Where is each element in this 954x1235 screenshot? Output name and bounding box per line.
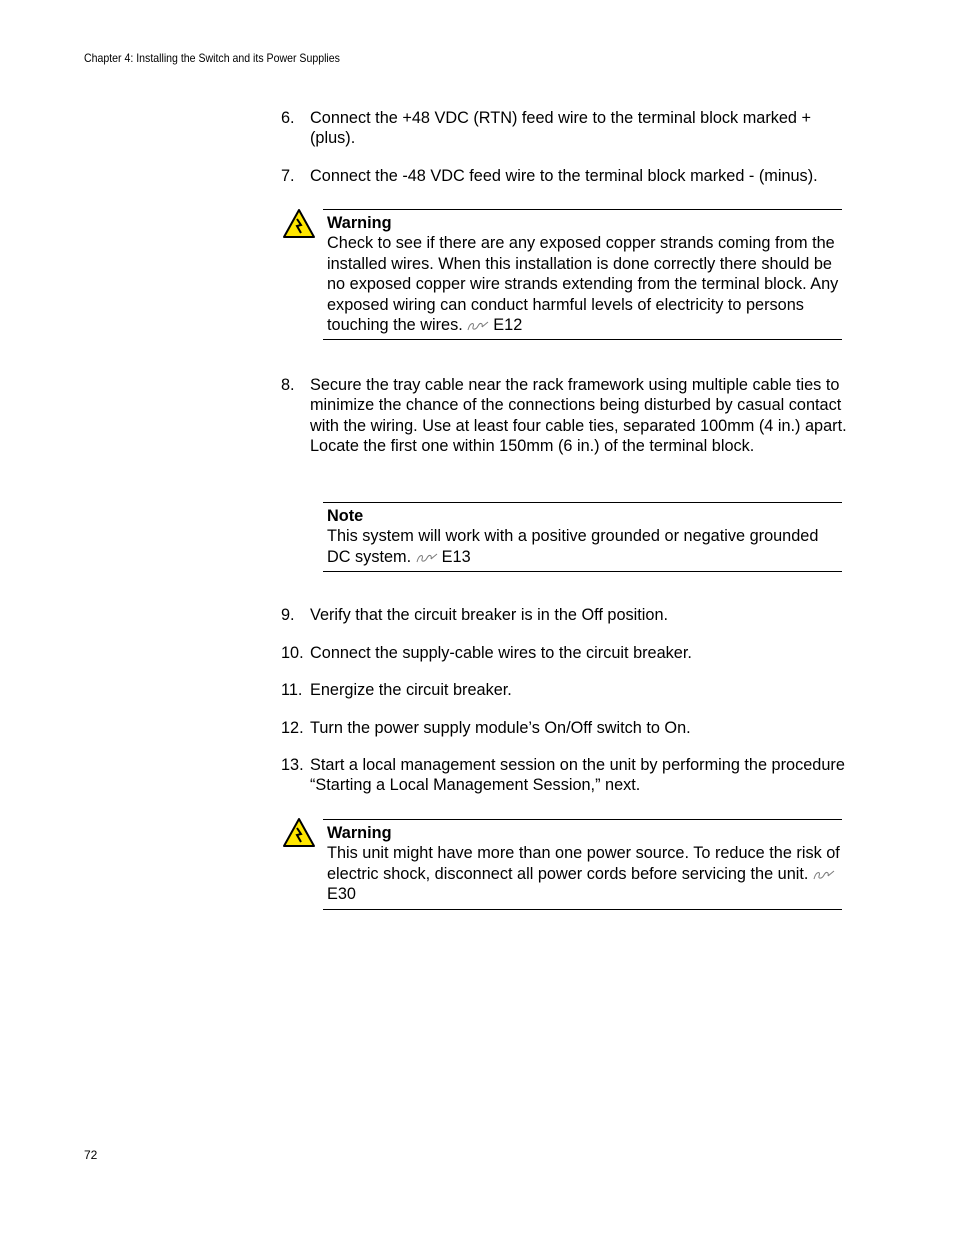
callout-title: Note <box>327 507 364 525</box>
warning-callout-e30 <box>323 819 842 910</box>
step-7 <box>281 166 851 186</box>
step-text: Secure the tray cable near the rack framework using multiple cable ties to minimize the chance of the connections being disturbed by casual contact with the wiring. Use at least four cable ties, separated 100mm (4 in.) apart. Locate the first one within 150mm (6 in.) of the terminal block. <box>310 376 847 456</box>
page-number: 72 <box>84 1148 98 1162</box>
callout-ref: E30 <box>327 885 356 904</box>
callout-ref: E13 <box>441 547 471 566</box>
step-number: 13. <box>281 756 304 774</box>
step-number: 9. <box>281 606 295 624</box>
note-callout-e13 <box>323 502 842 572</box>
step-12 <box>281 718 851 738</box>
electrical-hazard-icon <box>282 817 316 848</box>
warning-callout-e12 <box>323 209 842 340</box>
reference-icon <box>813 870 835 880</box>
callout-title: Warning <box>327 824 392 842</box>
reference-icon <box>416 553 438 563</box>
callout-body: This unit might have more than one power source. To reduce the risk of electric shock, disconnect all power cords before servicing the unit. E30 <box>327 844 840 904</box>
reference-icon <box>467 321 489 331</box>
step-text: Start a local management session on the unit by performing the procedure “Starting a Local Management Session,” next. <box>310 756 845 795</box>
step-number: 6. <box>281 109 295 127</box>
step-8 <box>281 375 851 457</box>
step-text: Energize the circuit breaker. <box>310 681 512 699</box>
step-9 <box>281 605 851 625</box>
step-number: 7. <box>281 167 295 185</box>
callout-title: Warning <box>327 214 392 232</box>
step-11 <box>281 680 851 700</box>
step-6 <box>281 108 851 149</box>
step-text: Connect the +48 VDC (RTN) feed wire to the terminal block marked + (plus). <box>310 109 812 148</box>
step-text: Connect the supply-cable wires to the circuit breaker. <box>310 644 692 662</box>
step-number: 11. <box>281 681 303 699</box>
step-text: Connect the -48 VDC feed wire to the terminal block marked - (minus). <box>310 167 818 185</box>
step-number: 12. <box>281 719 304 737</box>
step-number: 10. <box>281 644 304 662</box>
electrical-hazard-icon <box>282 208 316 239</box>
running-header: Chapter 4: Installing the Switch and its Power Supplies <box>84 51 340 65</box>
step-10 <box>281 643 851 663</box>
step-text: Turn the power supply module’s On/Off switch to On. <box>310 719 691 737</box>
step-text: Verify that the circuit breaker is in the Off position. <box>310 606 669 624</box>
step-number: 8. <box>281 376 295 394</box>
callout-body: Check to see if there are any exposed copper strands coming from the installed wires. When this installation is done correctly there should be no exposed copper wire strands extending from the terminal block. Any exposed wiring can conduct harmful levels of electricity to persons touching the wires. E12 <box>327 234 839 335</box>
callout-ref: E12 <box>493 316 523 335</box>
callout-body: This system will work with a positive grounded or negative grounded DC system. E13 <box>327 527 819 566</box>
step-13 <box>281 755 851 796</box>
